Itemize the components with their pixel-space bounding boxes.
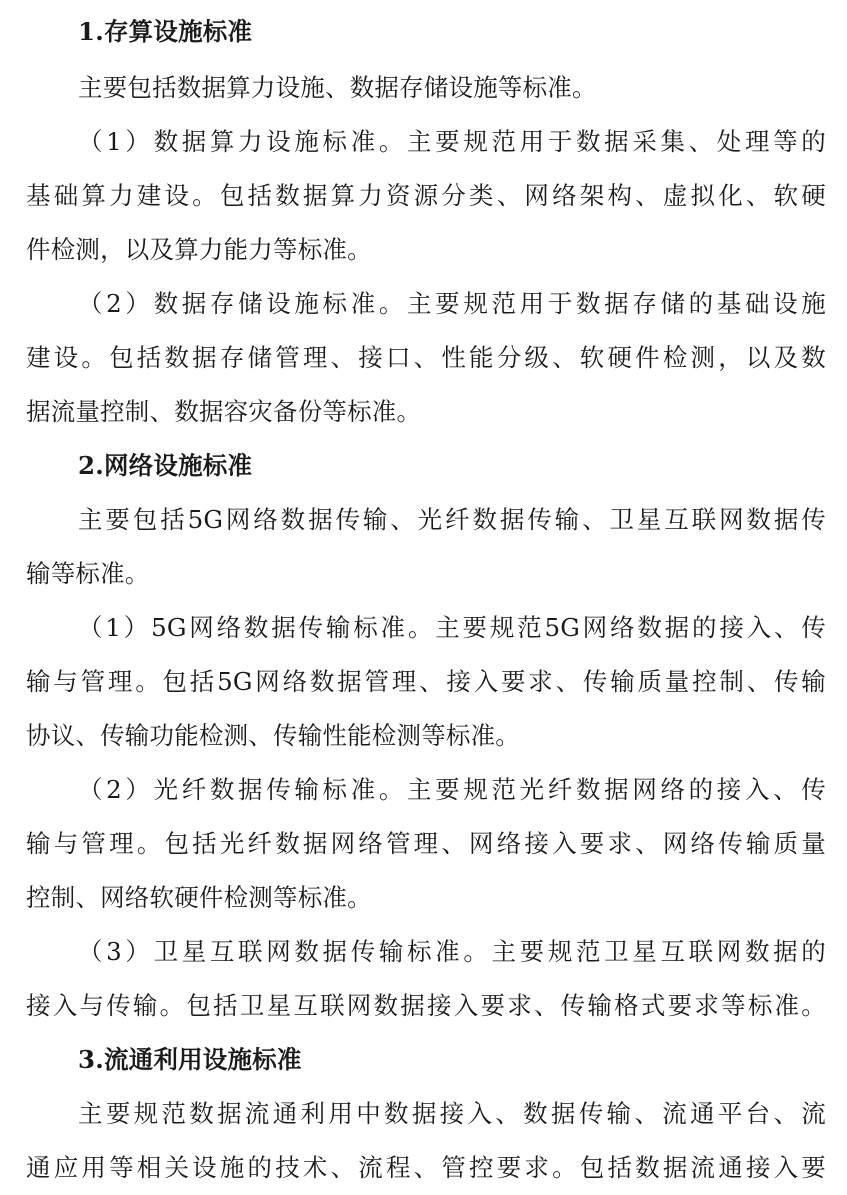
paragraph-line: 件检测，以及算力能力等标准。 (26, 235, 372, 264)
paragraph-line: 主要包括5G网络数据传输、光纤数据传输、卫星互联网数据传 (78, 505, 826, 534)
section-heading: 3.流通利用设施标准 (78, 1045, 302, 1074)
section-heading: 2.网络设施标准 (78, 451, 253, 480)
paragraph-line: 控制、网络软硬件检测等标准。 (26, 883, 372, 912)
paragraph-line: 输等标准。 (26, 559, 150, 588)
paragraph-line: 协议、传输功能检测、传输性能检测等标准。 (26, 721, 520, 750)
paragraph-line: 通应用等相关设施的技术、流程、管控要求。包括数据流通接入要 (26, 1153, 826, 1182)
paragraph-line: 输与管理。包括5G网络数据管理、接入要求、传输质量控制、传输 (26, 667, 826, 696)
section-heading: 1.存算设施标准 (78, 17, 253, 46)
paragraph-line: 据流量控制、数据容灾备份等标准。 (26, 397, 422, 426)
paragraph-line: （1）5G网络数据传输标准。主要规范5G网络数据的接入、传 (78, 613, 826, 642)
paragraph-line: （2）数据存储设施标准。主要规范用于数据存储的基础设施 (78, 289, 826, 318)
paragraph-line: 建设。包括数据存储管理、接口、性能分级、软硬件检测，以及数 (26, 343, 826, 372)
paragraph-line: 输与管理。包括光纤数据网络管理、网络接入要求、网络传输质量 (26, 829, 826, 858)
paragraph-line: 主要规范数据流通利用中数据接入、数据传输、流通平台、流 (78, 1099, 826, 1128)
paragraph-line: 主要包括数据算力设施、数据存储设施等标准。 (78, 73, 597, 102)
paragraph-line: （3）卫星互联网数据传输标准。主要规范卫星互联网数据的 (78, 937, 826, 966)
paragraph-line: 接入与传输。包括卫星互联网数据接入要求、传输格式要求等标准。 (26, 991, 826, 1020)
paragraph-line: （1）数据算力设施标准。主要规范用于数据采集、处理等的 (78, 127, 826, 156)
paragraph-line: 基础算力建设。包括数据算力资源分类、网络架构、虚拟化、软硬 (26, 181, 826, 210)
paragraph-line: （2）光纤数据传输标准。主要规范光纤数据网络的接入、传 (78, 775, 826, 804)
